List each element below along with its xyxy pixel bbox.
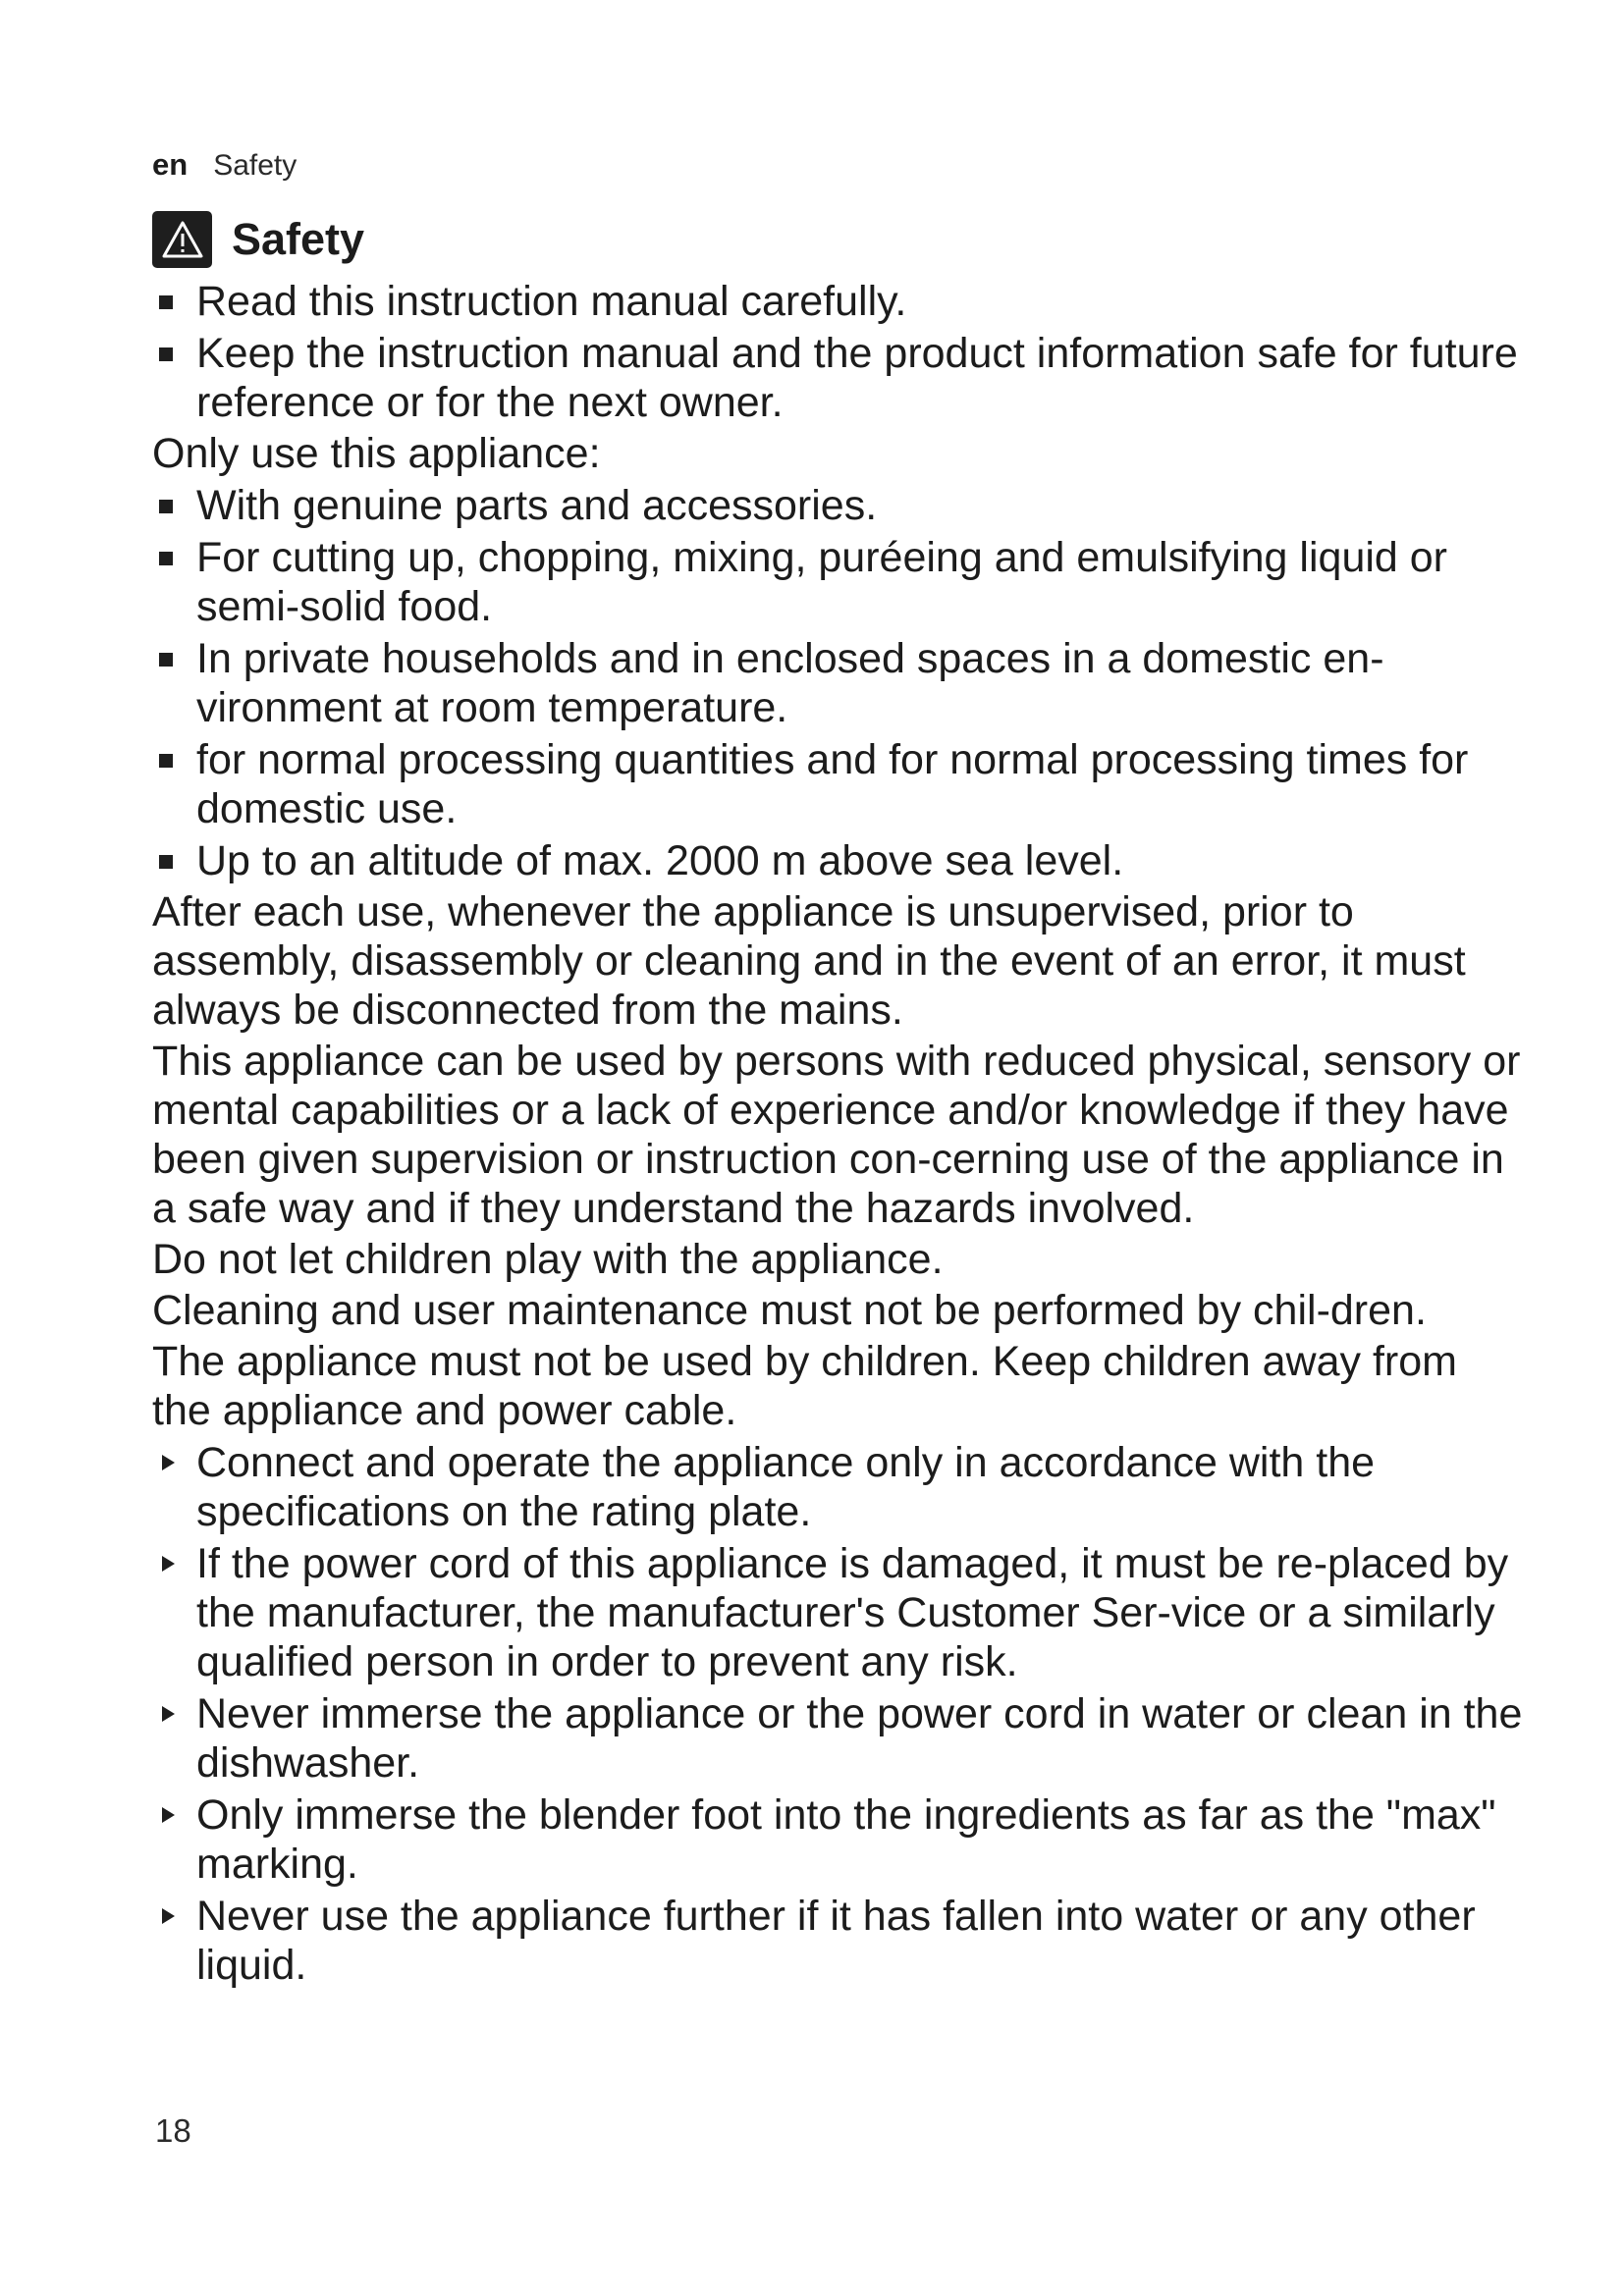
page-header	[152, 147, 1527, 188]
use-heading: Only use this appliance:	[152, 430, 601, 477]
bullet-item: Read this instruction manual carefully.	[152, 277, 1527, 326]
page-title: Safety	[232, 214, 365, 264]
bullet-item: for normal processing quantities and for normal processing times for domestic use.	[152, 735, 1527, 833]
page-content	[152, 147, 1527, 1992]
instruction-step: Never immerse the appliance or the power cord in water or clean in the dishwasher.	[152, 1689, 1527, 1788]
paragraph: Do not let children play with the appliance.	[152, 1236, 944, 1283]
paragraph: The appliance must not be used by children. Keep children away from the appliance and power cable.	[152, 1338, 1457, 1434]
instruction-step: Only immerse the blender foot into the ingredients as far as the "max" marking.	[152, 1790, 1527, 1889]
title-row	[152, 210, 1527, 269]
bullet-item: Keep the instruction manual and the product information safe for future reference or for the next owner.	[152, 329, 1527, 427]
language-code: en	[152, 147, 189, 182]
paragraph: After each use, whenever the appliance is unsupervised, prior to assembly, disassembly or cleaning and in the event of an error, it must always be disconnected from the mains.	[152, 888, 1466, 1034]
bullet-item: Up to an altitude of max. 2000 m above sea level.	[152, 836, 1527, 885]
paragraph: Cleaning and user maintenance must not be performed by chil-dren.	[152, 1287, 1427, 1334]
paragraph: This appliance can be used by persons with reduced physical, sensory or mental capabilities or a lack of experience and/or knowledge if they have been given supervision or instruction con-cerning use of the appliance in a safe way and if they understand the hazards involved.	[152, 1038, 1521, 1232]
warning-triangle-icon	[152, 211, 212, 268]
instruction-step: Connect and operate the appliance only in accordance with the specifications on the rating plate.	[152, 1438, 1527, 1536]
bullet-item: With genuine parts and accessories.	[152, 481, 1527, 530]
instruction-step: If the power cord of this appliance is damaged, it must be re-placed by the manufacturer, the manufacturer's Customer Ser-vice or a similarly qualified person in order to prevent any risk.	[152, 1539, 1527, 1686]
instruction-step: Never use the appliance further if it has fallen into water or any other liquid.	[152, 1892, 1527, 1990]
section-name: Safety	[213, 149, 298, 182]
bullet-item: In private households and in enclosed spaces in a domestic en-vironment at room temperature.	[152, 634, 1527, 732]
page-number: 18	[155, 2112, 191, 2149]
bullet-item: For cutting up, chopping, mixing, puréeing and emulsifying liquid or semi-solid food.	[152, 533, 1527, 631]
document-body	[152, 277, 1527, 1990]
